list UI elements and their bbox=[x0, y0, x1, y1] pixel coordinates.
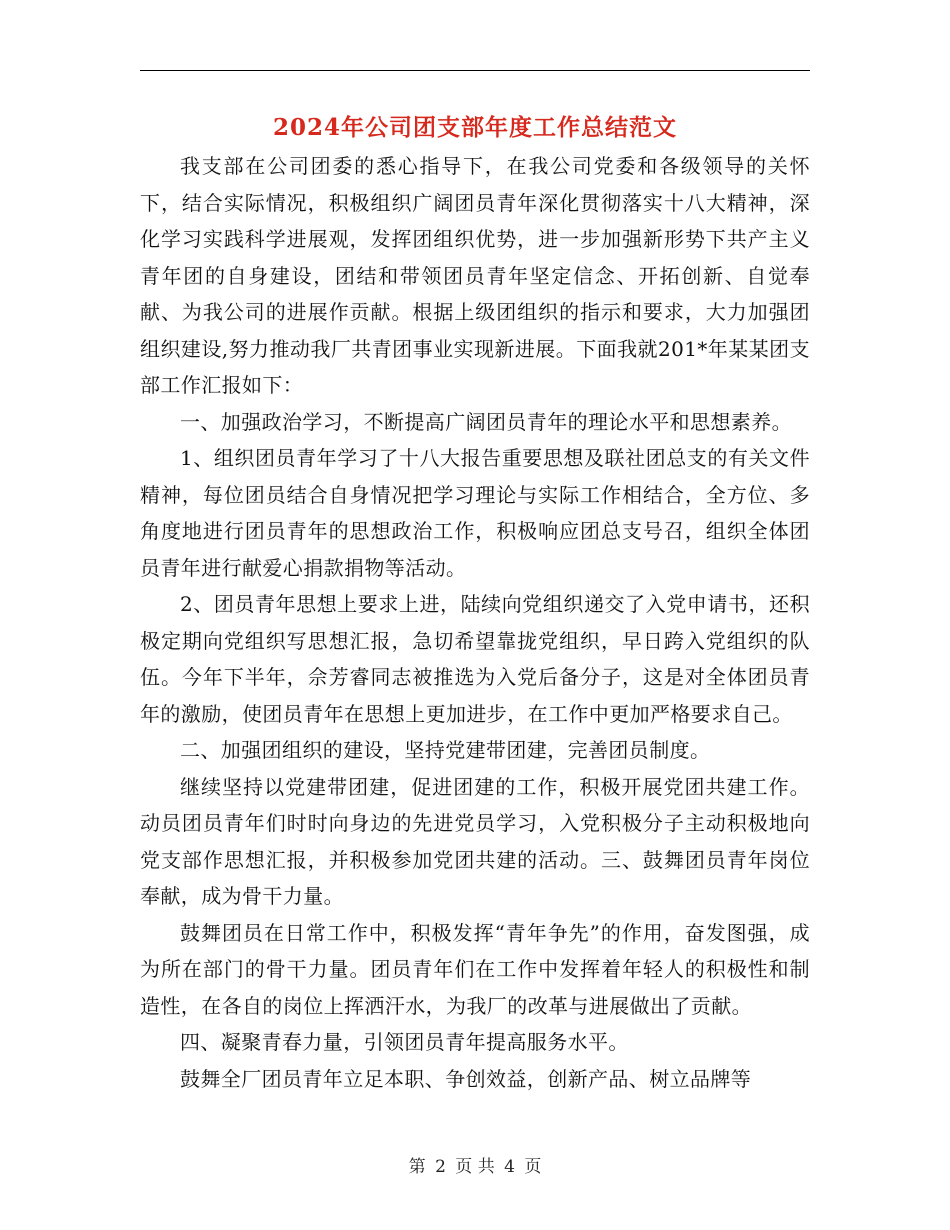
paragraph-intro: 我支部在公司团委的悉心指导下，在我公司党委和各级领导的关怀下，结合实际情况，积极组织广阔团员青年深化贯彻落实十八大精神，深化学习实践科学进展观，发挥团组织优势，进一步加强新形势下共产主义青年团的自身建设，团结和带领团员青年坚定信念、开拓创新、自觉奉献、为我公司的进展作贡献。根据上级团组织的指示和要求，大力加强团组织建设,努力推动我厂共青团事业实现新进展。下面我就201*年某某团支部工作汇报如下： bbox=[140, 154, 810, 397]
page-footer bbox=[140, 1152, 810, 1177]
header-rule bbox=[140, 70, 810, 71]
page-label-prefix: 第 bbox=[408, 1157, 426, 1177]
current-page-number: 2 bbox=[435, 1157, 446, 1177]
paragraph-item-2: 2、团员青年思想上要求上进，陆续向党组织递交了入党申请书，还积极定期向党组织写思想汇报，急切希望靠拢党组织，早日跨入党组织的队伍。今年下半年，佘芳睿同志被推选为入党后备分子，这是对全体团员青年的激励，使团员青年在思想上更加进步，在工作中更加严格要求自己。 bbox=[140, 592, 810, 726]
section-heading-4: 四、凝聚青春力量，引领团员青年提高服务水平。 bbox=[180, 1030, 629, 1054]
paragraph-item-1: 1、组织团员青年学习了十八大报告重要思想及联社团总支的有关文件精神，每位团员结合自身情况把学习理论与实际工作相结合，全方位、多角度地进行团员青年的思想政治工作，积极响应团总支号召，组织全体团员青年进行献爱心捐款捐物等活动。 bbox=[140, 446, 810, 580]
document-body bbox=[140, 148, 810, 1097]
paragraph-section-3: 鼓舞团员在日常工作中，积极发挥“青年争先”的作用，奋发图强，成为所在部门的骨干力量。团员青年们在工作中发挥着年轻人的积极性和制造性，在各自的岗位上挥洒汗水，为我厂的改革与进展做出了贡献。 bbox=[140, 920, 810, 1018]
section-heading-1: 一、加强政治学习，不断提高广阔团员青年的理论水平和思想素养。 bbox=[180, 409, 792, 434]
section-heading-2: 二、加强团组织的建设，坚持党建带团建，完善团员制度。 bbox=[180, 738, 711, 762]
paragraph-section-4: 鼓舞全厂团员青年立足本职、争创效益，创新产品、树立品牌等 bbox=[180, 1066, 752, 1091]
document-title: 2024年公司团支部年度工作总结范文 bbox=[272, 114, 677, 141]
page-label-suffix: 页 bbox=[524, 1157, 542, 1177]
page-label-middle: 页 共 bbox=[455, 1157, 495, 1177]
total-pages-number: 4 bbox=[504, 1157, 515, 1177]
paragraph-section-2: 继续坚持以党建带团建，促进团建的工作，积极开展党团共建工作。动员团员青年们时时向身边的先进党员学习，入党积极分子主动积极地向党支部作思想汇报，并积极参加党团共建的活动。三、鼓舞团员青年岗位奉献，成为骨干力量。 bbox=[140, 774, 810, 908]
